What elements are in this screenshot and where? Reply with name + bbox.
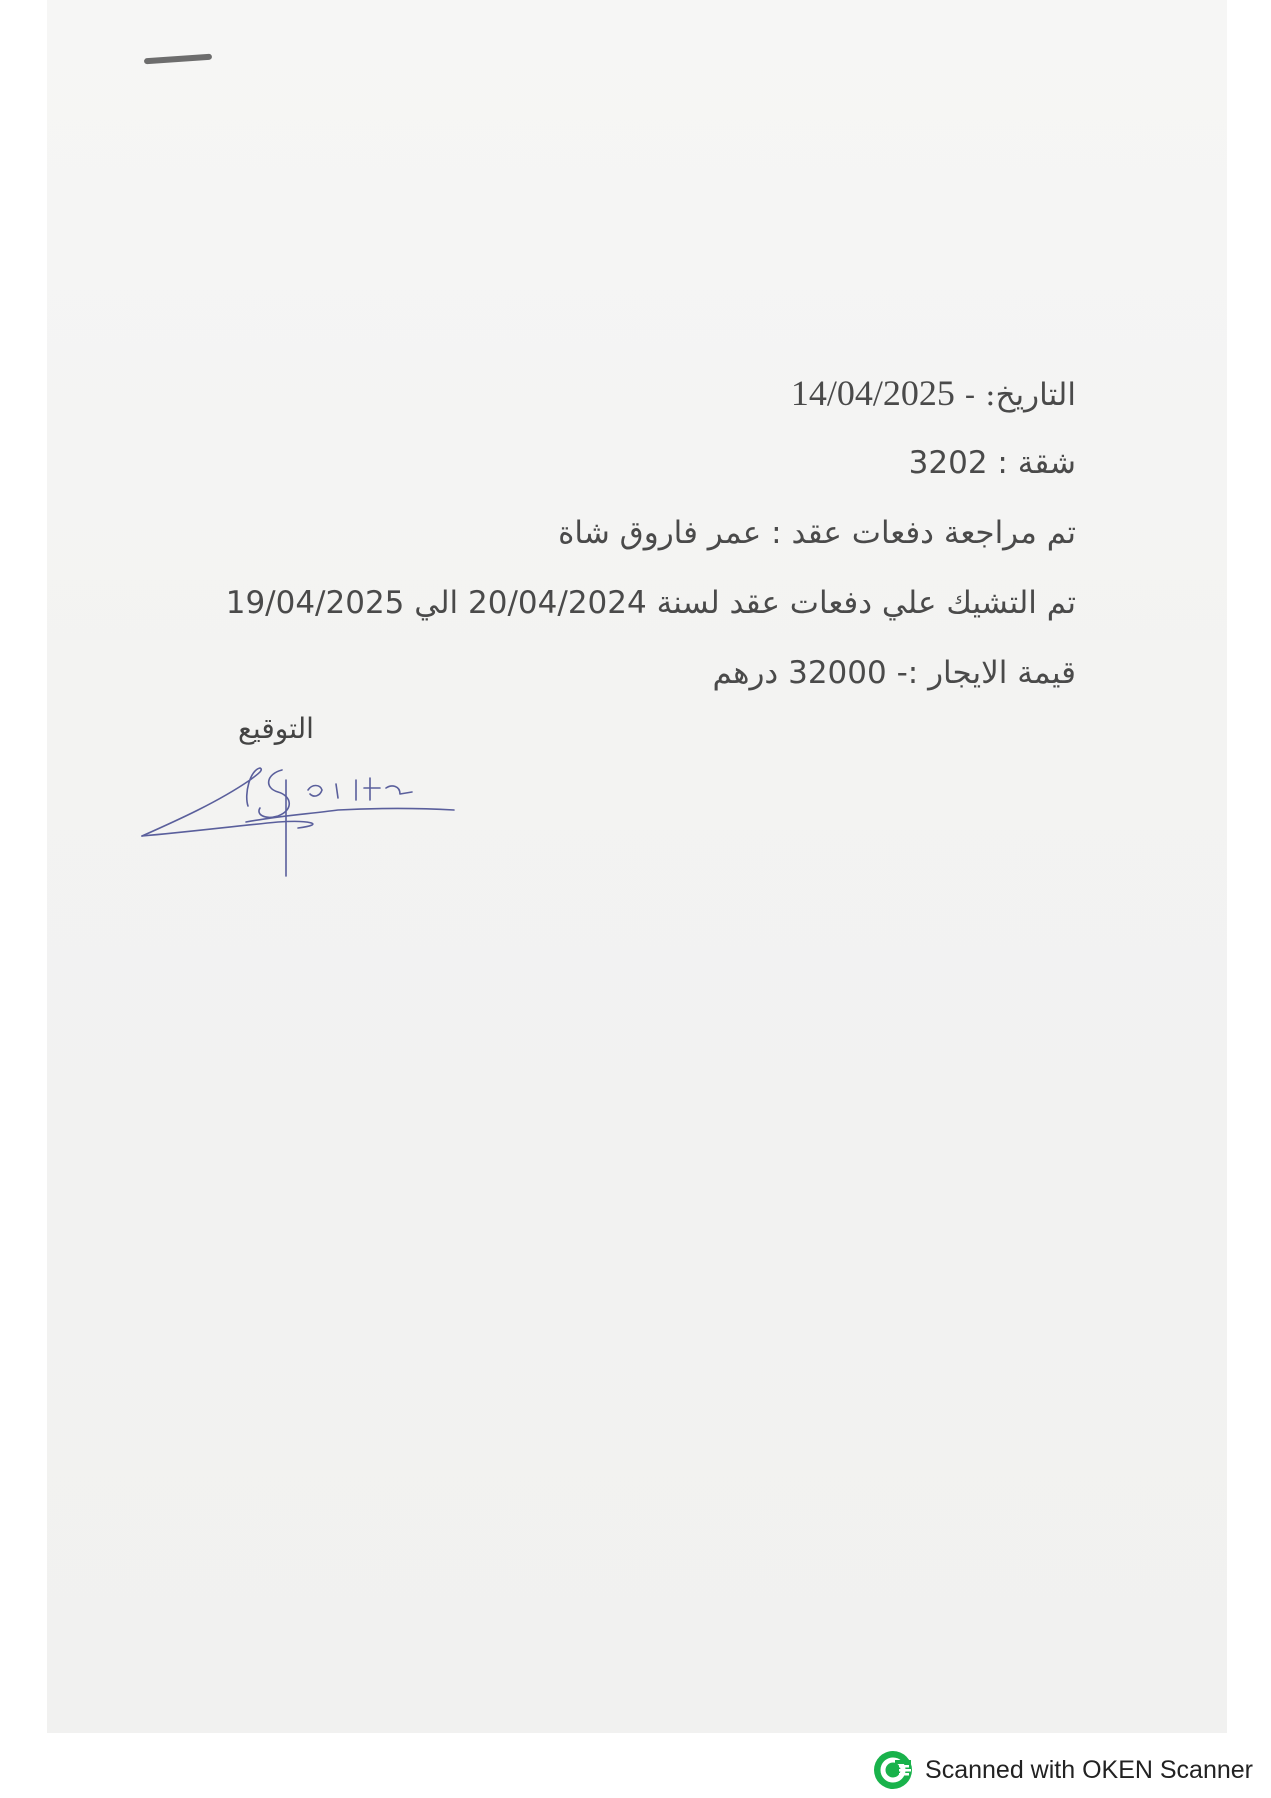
apartment-line	[176, 428, 1076, 498]
handwritten-signature	[138, 740, 458, 880]
document-body	[176, 358, 1076, 708]
review-line	[176, 498, 1076, 568]
scanner-text: Scanned with OKEN Scanner	[925, 1755, 1253, 1784]
check-connector: الي	[414, 585, 459, 621]
scanner-watermark	[873, 1750, 1253, 1790]
apartment-label: شقة :	[997, 445, 1076, 481]
oken-scanner-logo-icon	[873, 1750, 913, 1790]
check-to-date: 19/04/2025	[225, 585, 405, 621]
date-line	[176, 358, 1076, 428]
review-text: تم مراجعة دفعات عقد : عمر فاروق شاة	[558, 515, 1076, 551]
check-prefix: تم التشيك علي دفعات عقد لسنة	[656, 585, 1076, 621]
apartment-value: 3202	[908, 445, 988, 481]
check-line	[176, 568, 1076, 638]
rent-label: قيمة الايجار :-	[896, 655, 1076, 691]
check-from-date: 20/04/2024	[468, 585, 647, 621]
staple-mark	[144, 54, 212, 65]
date-value: 14/04/2025	[790, 373, 955, 413]
date-label: التاريخ: -	[964, 377, 1076, 413]
rent-currency: درهم	[712, 655, 779, 691]
rent-value: 32000	[788, 655, 887, 691]
signature-label: التوقيع	[238, 712, 314, 745]
rent-line	[176, 638, 1076, 708]
